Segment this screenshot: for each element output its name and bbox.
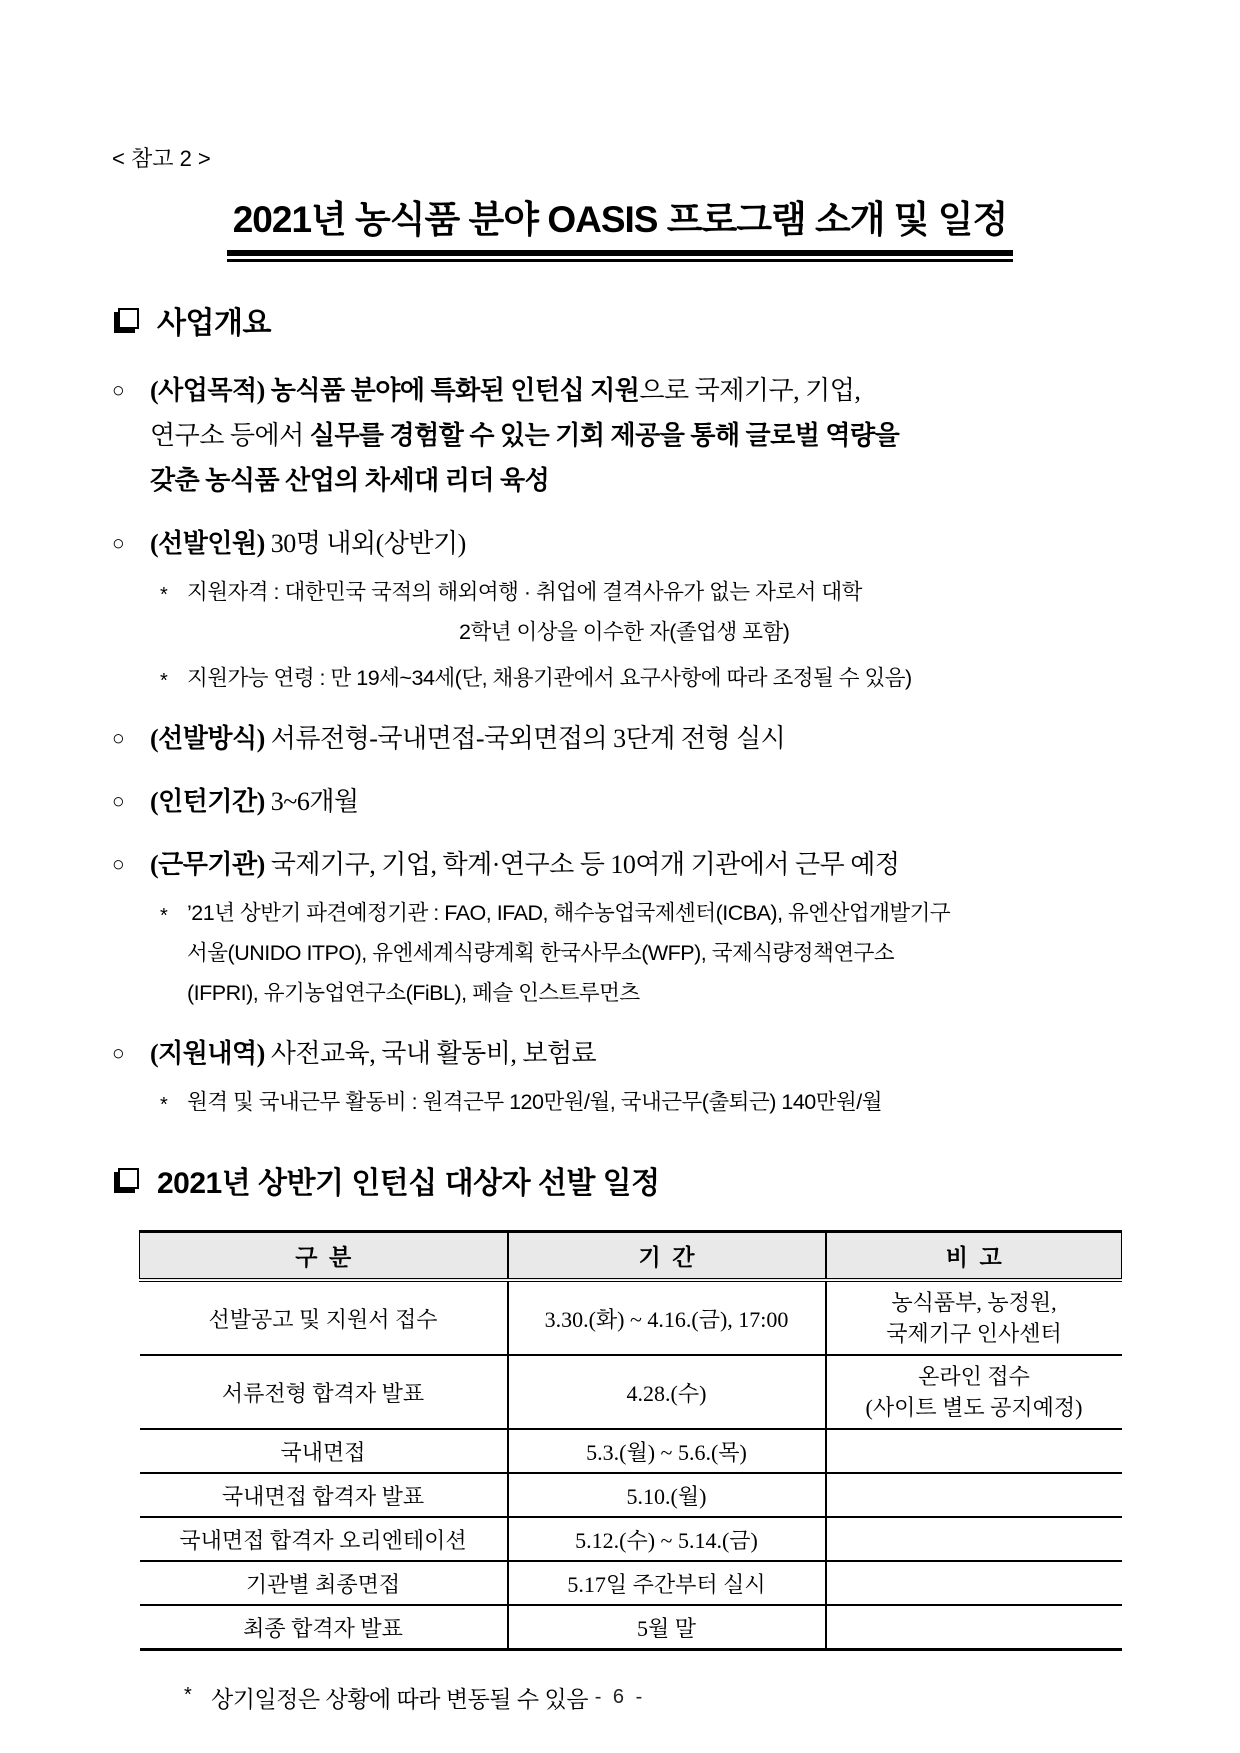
text-line: 서울(UNIDO ITPO), 유엔세계식량계획 한국사무소(WFP), 국제식량정책연구소 xyxy=(187,941,895,965)
text-line: 원격 및 국내근무 활동비 : 원격근무 120만원/월, 국내근무(출퇴근) 140만원/월 xyxy=(187,1090,883,1114)
workplaces-text: 국제기구, 기업, 학계·연구소 등 10여개 기관에서 근무 예정 xyxy=(264,850,900,879)
asterisk-icon: * xyxy=(160,670,168,692)
remark-line: 국제기구 인사센터 xyxy=(886,1321,1062,1346)
selection-method-text: 서류전형-국내면접-국외면접의 3단계 전형 실시 xyxy=(264,724,786,753)
table-row xyxy=(140,1561,1122,1605)
intern-period-label: (인턴기간) xyxy=(150,787,265,816)
list-item-support xyxy=(112,1031,1128,1076)
remark-line: (사이트 별도 공지예정) xyxy=(865,1395,1083,1420)
table-row xyxy=(140,1605,1122,1650)
intern-period-text: 3~6개월 xyxy=(264,787,359,816)
table-header-remark: 비 고 xyxy=(826,1232,1122,1281)
schedule-category-cell: 선발공고 및 지원서 접수 xyxy=(140,1280,508,1355)
list-item-selection-method xyxy=(112,716,1128,761)
table-row xyxy=(140,1429,1122,1473)
circle-bullet-icon: ○ xyxy=(112,790,125,813)
schedule-remark-cell xyxy=(826,1280,1122,1355)
remark-line: 온라인 접수 xyxy=(918,1364,1030,1389)
text-line xyxy=(150,779,1128,824)
schedule-category-cell: 국내면접 xyxy=(140,1429,508,1473)
circle-bullet-icon: ○ xyxy=(112,853,125,876)
schedule-category-cell: 기관별 최종면접 xyxy=(140,1561,508,1605)
table-row xyxy=(140,1280,1122,1355)
schedule-category-cell: 국내면접 합격자 발표 xyxy=(140,1473,508,1517)
eligibility-body xyxy=(187,572,1128,652)
section-heading-overview xyxy=(112,298,1128,342)
schedule-table xyxy=(139,1230,1122,1651)
schedule-period-cell: 5.12.(수) ~ 5.14.(금) xyxy=(508,1517,826,1561)
text-line xyxy=(150,1031,1128,1076)
workplaces-label: (근무기관) xyxy=(150,850,265,879)
asterisk-icon: * xyxy=(160,905,168,927)
text-line xyxy=(150,842,1128,887)
table-row xyxy=(140,1517,1122,1561)
table-row xyxy=(140,1355,1122,1429)
document-title: 2021년 농식품 분야 OASIS 프로그램 소개 및 일정 xyxy=(227,189,1014,256)
schedule-table-body xyxy=(140,1280,1122,1650)
sub-item-eligibility xyxy=(160,572,1128,652)
table-header-period: 기 간 xyxy=(508,1232,826,1281)
schedule-period-cell: 5월 말 xyxy=(508,1605,826,1650)
table-header-row xyxy=(140,1232,1122,1281)
text-line: (IFPRI), 유기농업연구소(FiBL), 페슬 인스트루먼츠 xyxy=(187,981,640,1005)
circle-bullet-icon: ○ xyxy=(112,727,125,750)
purpose-line1-regular: 으로 국제기구, 기업, xyxy=(639,376,861,405)
text-line xyxy=(150,413,1128,458)
host-organizations-body xyxy=(187,893,1128,1013)
workplaces-body xyxy=(150,842,1128,887)
support-text: 사전교육, 국내 활동비, 보험료 xyxy=(264,1039,597,1068)
title-row xyxy=(112,189,1128,256)
remark-line: 농식품부, 농정원, xyxy=(891,1290,1057,1315)
section-heading-schedule xyxy=(112,1158,1128,1202)
sub-item-age xyxy=(160,658,1128,698)
selection-method-body xyxy=(150,716,1128,761)
schedule-category-cell: 서류전형 합격자 발표 xyxy=(140,1355,508,1429)
purpose-body xyxy=(150,368,1128,503)
asterisk-icon: * xyxy=(160,1094,168,1116)
square-bullet-icon xyxy=(118,308,139,329)
selection-size-body xyxy=(150,521,1128,566)
age-body xyxy=(187,658,1128,698)
schedule-period-cell: 5.10.(월) xyxy=(508,1473,826,1517)
schedule-category-cell: 최종 합격자 발표 xyxy=(140,1605,508,1650)
intern-period-body xyxy=(150,779,1128,824)
sub-item-host-organizations xyxy=(160,893,1128,1013)
support-label: (지원내역) xyxy=(150,1039,265,1068)
asterisk-icon: * xyxy=(184,1684,192,1706)
allowance-body xyxy=(187,1082,1128,1122)
list-item-selection-size xyxy=(112,521,1128,566)
purpose-line1-bold: (사업목적) 농식품 분야에 특화된 인턴십 지원 xyxy=(150,376,640,405)
text-line: 2학년 이상을 이수한 자(졸업생 포함) xyxy=(459,620,790,644)
schedule-remark-cell xyxy=(826,1561,1122,1605)
square-bullet-icon xyxy=(118,1168,139,1189)
table-row xyxy=(140,1473,1122,1517)
text-line: 지원가능 연령 : 만 19세~34세(단, 채용기관에서 요구사항에 따라 조정될 수 있음) xyxy=(187,666,912,690)
circle-bullet-icon: ○ xyxy=(112,532,125,555)
support-body xyxy=(150,1031,1128,1076)
text-line xyxy=(150,521,1128,566)
section-heading-overview-text: 사업개요 xyxy=(157,307,271,340)
text-line: 지원자격 : 대한민국 국적의 해외여행 · 취업에 결격사유가 없는 자로서 대학 xyxy=(187,580,862,604)
schedule-category-cell: 국내면접 합격자 오리엔테이션 xyxy=(140,1517,508,1561)
schedule-period-cell: 5.17일 주간부터 실시 xyxy=(508,1561,826,1605)
schedule-period-cell: 5.3.(월) ~ 5.6.(목) xyxy=(508,1429,826,1473)
selection-size-label: (선발인원) xyxy=(150,529,265,558)
table-header-category: 구 분 xyxy=(140,1232,508,1281)
schedule-period-cell: 3.30.(화) ~ 4.16.(금), 17:00 xyxy=(508,1280,826,1355)
page-number: - 6 - xyxy=(594,1686,646,1708)
schedule-remark-cell xyxy=(826,1473,1122,1517)
selection-size-text: 30명 내외(상반기) xyxy=(264,529,466,558)
purpose-line2-regular: 연구소 등에서 xyxy=(150,421,310,450)
list-item-workplaces xyxy=(112,842,1128,887)
text-line xyxy=(150,458,1128,503)
schedule-remark-cell xyxy=(826,1355,1122,1429)
schedule-table-head xyxy=(140,1232,1122,1281)
asterisk-icon: * xyxy=(160,584,168,606)
schedule-remark-cell xyxy=(826,1517,1122,1561)
list-item-intern-period xyxy=(112,779,1128,824)
circle-bullet-icon: ○ xyxy=(112,379,125,402)
schedule-period-cell: 4.28.(수) xyxy=(508,1355,826,1429)
purpose-line3-bold: 갖춘 농식품 산업의 차세대 리더 육성 xyxy=(150,466,550,495)
reference-label: < 참고 2 > xyxy=(112,146,211,171)
text-line: ’21년 상반기 파견예정기관 : FAO, IFAD, 해수농업국제센터(ICBA), 유엔산업개발기구 xyxy=(187,901,951,925)
section-heading-schedule-text: 2021년 상반기 인턴십 대상자 선발 일정 xyxy=(157,1167,660,1200)
schedule-remark-cell xyxy=(826,1429,1122,1473)
selection-method-label: (선발방식) xyxy=(150,724,265,753)
schedule-footnote-text: 상기일정은 상황에 따라 변동될 수 있음 xyxy=(211,1686,588,1712)
list-item-purpose xyxy=(112,368,1128,503)
schedule-remark-cell xyxy=(826,1605,1122,1650)
text-line xyxy=(150,368,1128,413)
sub-item-allowance xyxy=(160,1082,1128,1122)
circle-bullet-icon: ○ xyxy=(112,1042,125,1065)
purpose-line2-bold: 실무를 경험할 수 있는 기회 제공을 통해 글로벌 역량을 xyxy=(309,421,900,450)
text-line xyxy=(150,716,1128,761)
